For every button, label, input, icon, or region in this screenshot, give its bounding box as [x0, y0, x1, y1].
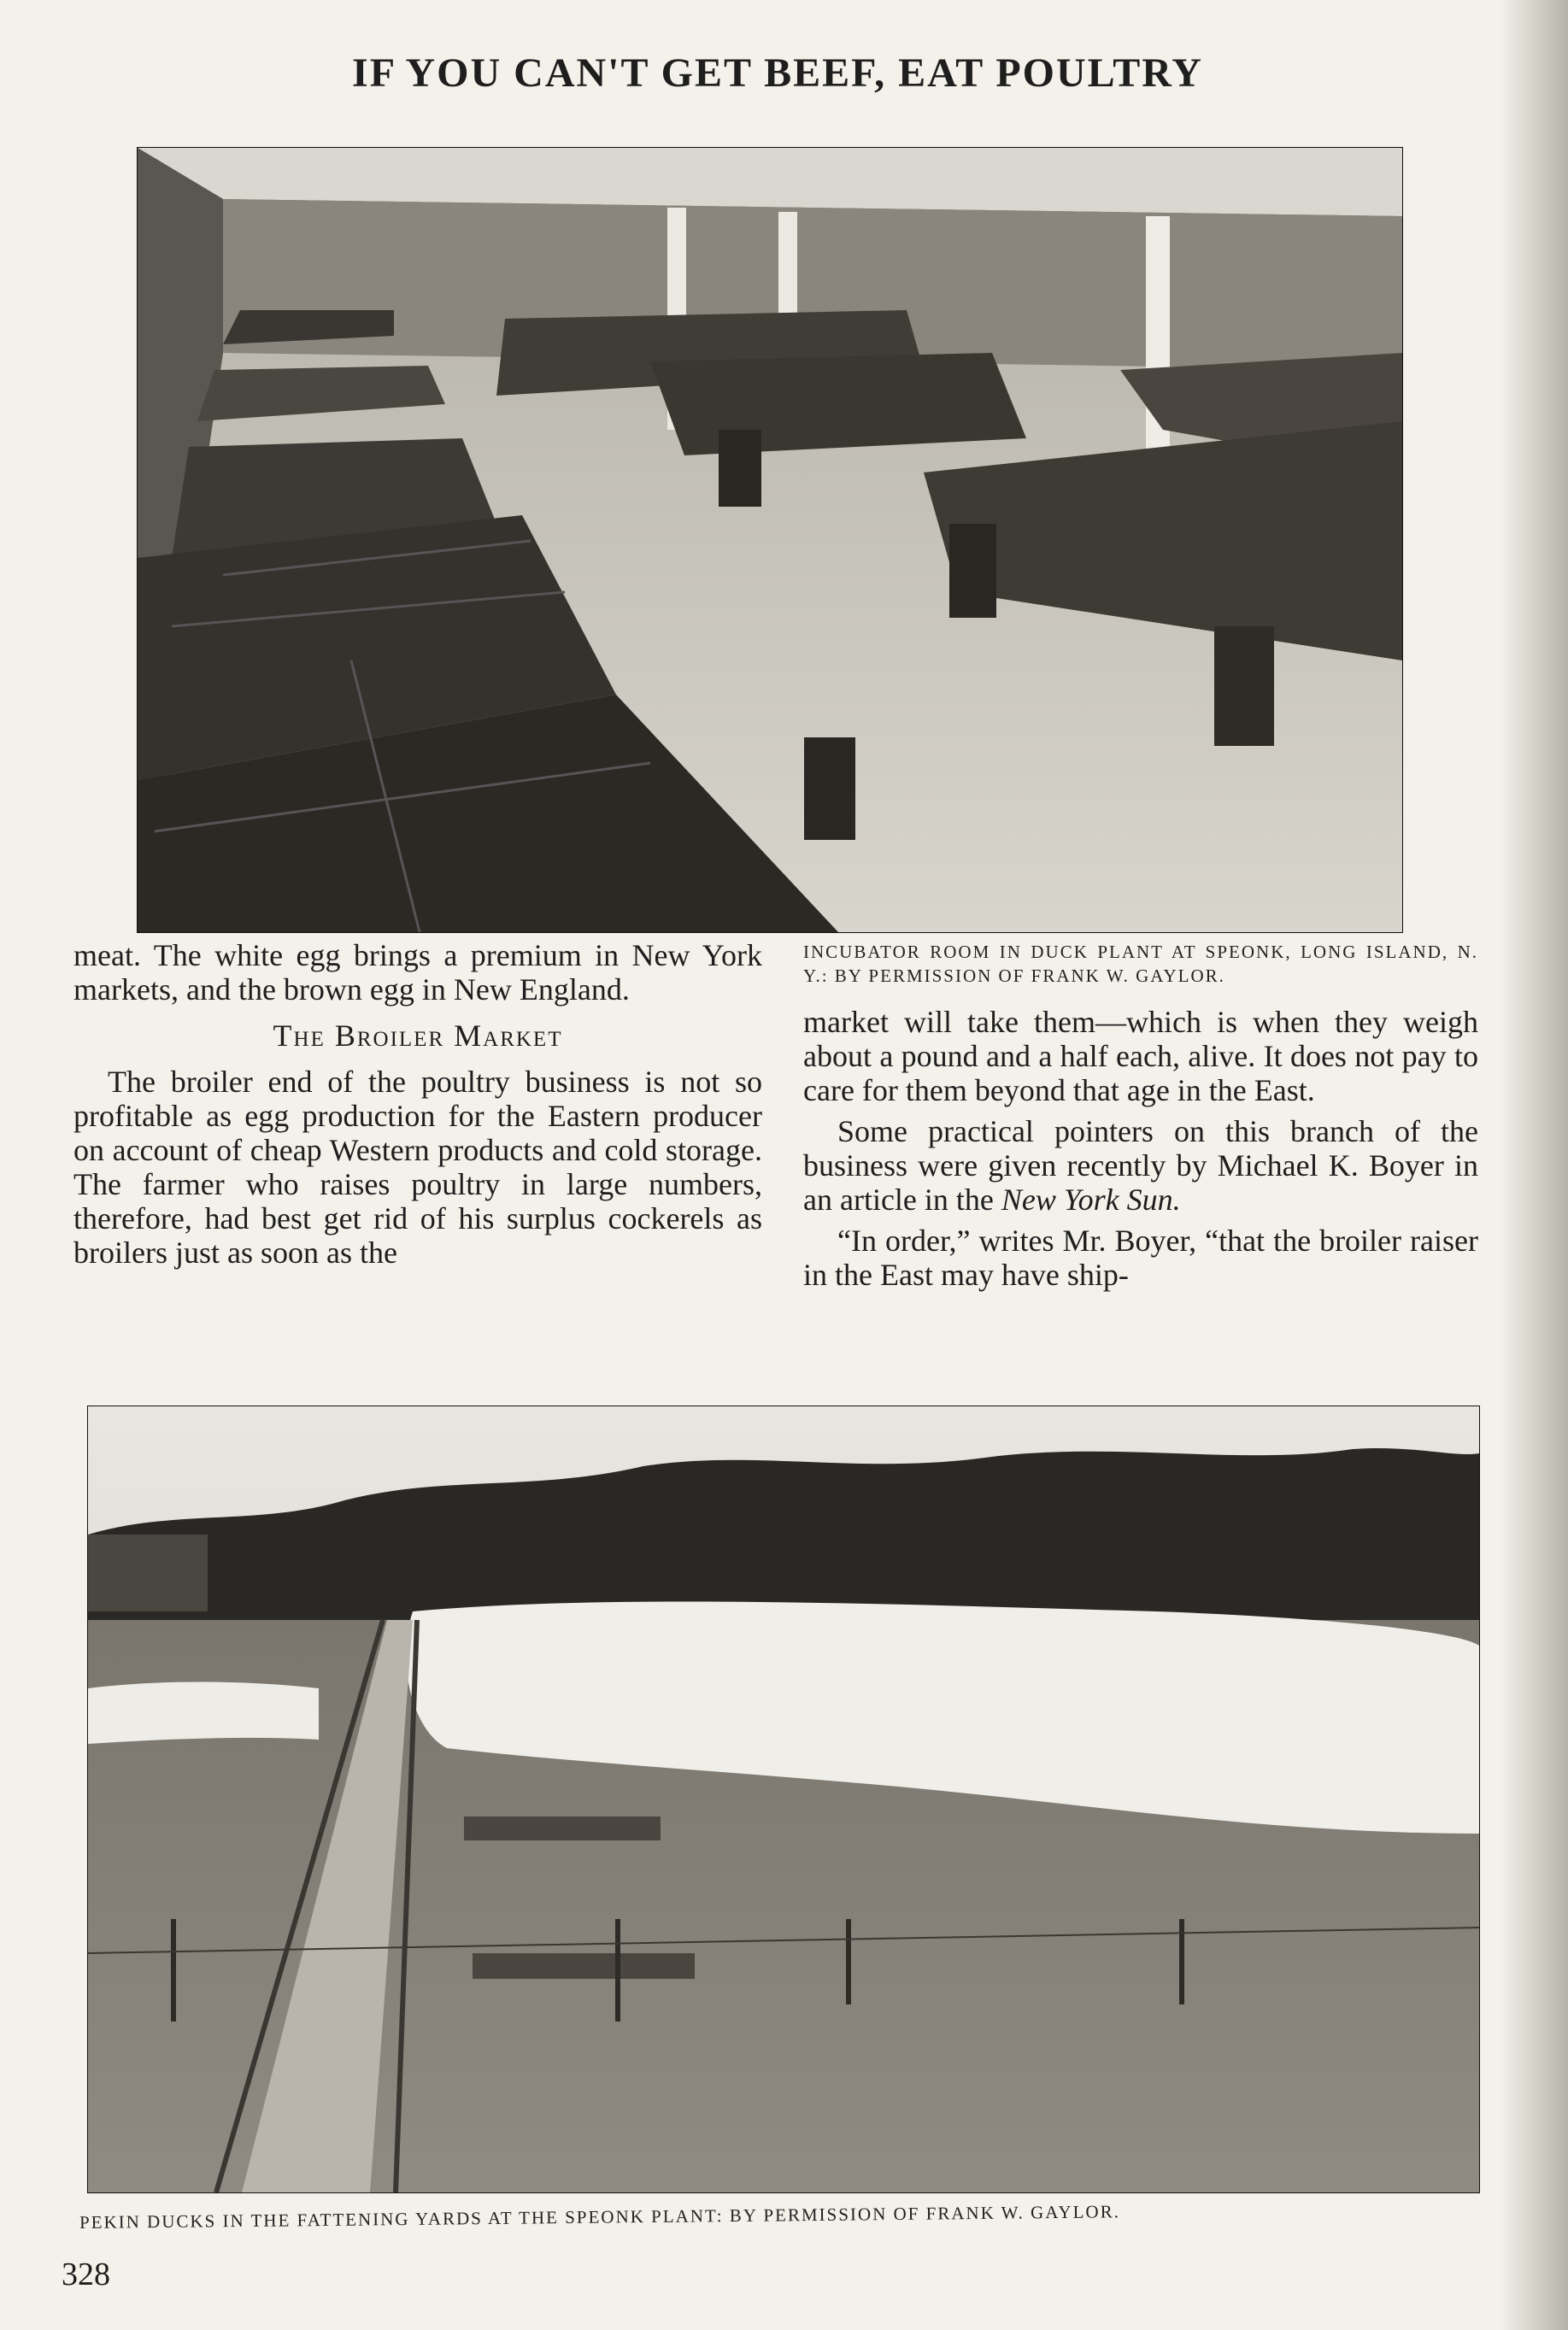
paragraph: meat. The white egg brings a premium in New York markets, and the brown egg in New England. [73, 938, 762, 1007]
publication-name: New York Sun. [1001, 1183, 1181, 1217]
section-heading: The Broiler Market [273, 1018, 563, 1053]
page-number: 328 [62, 2257, 110, 2292]
duck-yard-caption: PEKIN DUCKS IN THE FATTENING YARDS AT THE SPEONK PLANT: BY PERMISSION OF FRANK W. GAYLOR. [79, 2201, 1121, 2233]
duck-yard-photo [87, 1406, 1480, 2193]
paragraph: “In order,” writes Mr. Boyer, “that the broiler raiser in the East may have ship- [803, 1224, 1478, 1292]
incubator-room-photo [137, 147, 1403, 933]
paragraph: market will take them—which is when they weigh about a pound and a half each, alive. It does not pay to care for them beyond that age in the East. [803, 1005, 1478, 1107]
paragraph-text: Some practical pointers on this branch of the business were given recently by Michael K. Boyer in an article in the [803, 1114, 1478, 1217]
running-header: IF YOU CAN'T GET BEEF, EAT POULTRY [352, 50, 1203, 96]
paragraph: The broiler end of the poultry business is not so profitable as egg production for the Eastern producer on account of cheap Western products and cold storage. The farmer who raises poultry in large numbers, therefore, had best get rid of his surplus cockerels as broilers just as soon as the [73, 1065, 762, 1270]
page-binding-shadow [1500, 0, 1568, 2330]
incubator-room-caption: INCUBATOR ROOM IN DUCK PLANT AT SPEONK, LONG ISLAND, N. Y.: BY PERMISSION OF FRANK W. GAYLOR. [803, 942, 1478, 986]
left-text-column [73, 938, 762, 1270]
paragraph [803, 1114, 1478, 1217]
right-text-column [803, 1005, 1478, 1292]
